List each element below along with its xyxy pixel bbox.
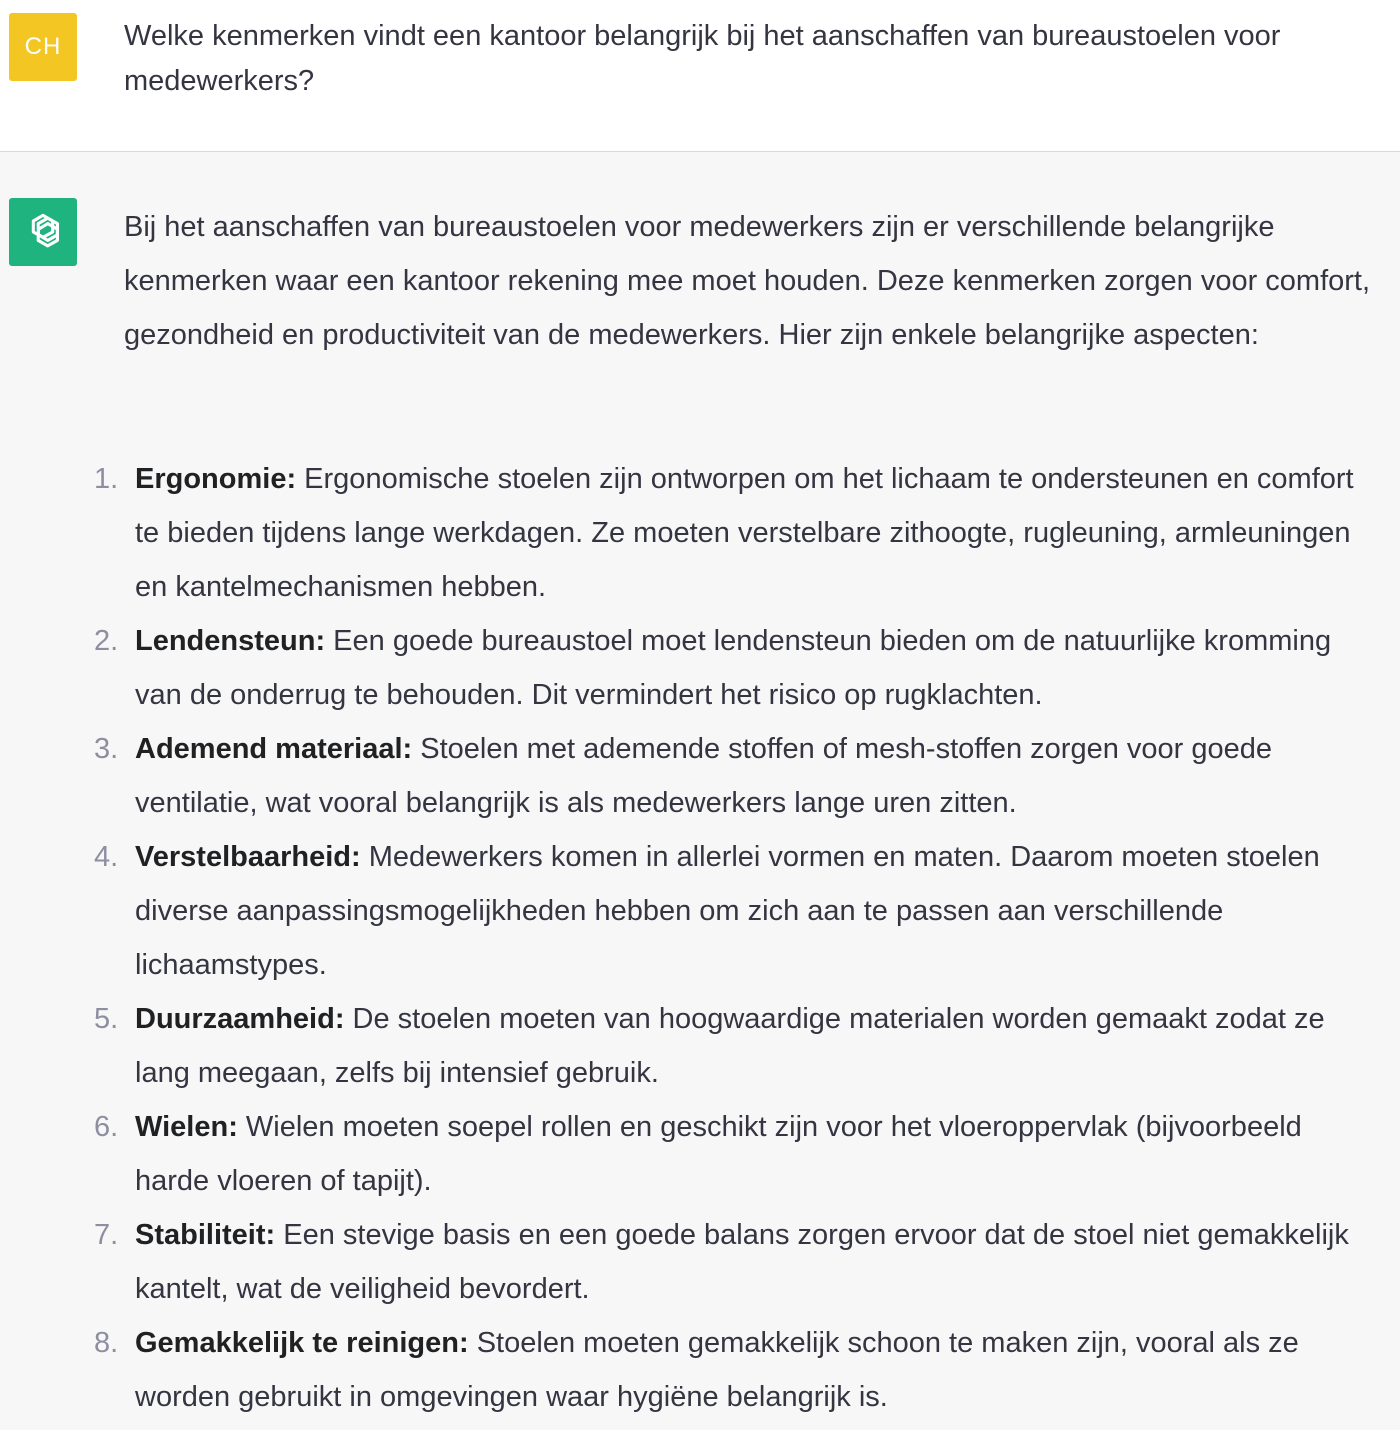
list-item-text: Stoelen moeten gemakkelijk schoon te maken zijn, vooral als ze worden gebruikt in omgevingen waar hygiëne belangrijk is. xyxy=(135,1327,1299,1413)
user-message-row xyxy=(0,0,1400,152)
answer-list-item xyxy=(0,830,1400,992)
list-item-number: 8. xyxy=(94,1327,119,1359)
list-item-title: Lendensteun: xyxy=(135,625,326,657)
assistant-message-row xyxy=(0,152,1400,1430)
list-item-number: 7. xyxy=(94,1219,119,1251)
list-item-title: Stabiliteit: xyxy=(135,1219,276,1251)
answer-list-item xyxy=(0,1208,1400,1316)
list-item-text: Medewerkers komen in allerlei vormen en maten. Daarom moeten stoelen diverse aanpassingsmogelijkheden hebben om zich aan te passen aan verschillende lichaamstypes. xyxy=(135,841,1320,981)
assistant-avatar xyxy=(9,198,77,266)
list-item-text: Wielen moeten soepel rollen en geschikt zijn voor het vloeroppervlak (bijvoorbeeld harde vloeren of tapijt). xyxy=(135,1111,1302,1197)
list-item-title: Duurzaamheid: xyxy=(135,1003,345,1035)
answer-list-item xyxy=(0,992,1400,1100)
list-item-text: Stoelen met ademende stoffen of mesh-stoffen zorgen voor goede ventilatie, wat vooral belangrijk is als medewerkers lange uren zitten. xyxy=(135,733,1273,819)
answer-list-item xyxy=(0,452,1400,614)
answer-list-item xyxy=(0,722,1400,830)
openai-logo-icon xyxy=(21,210,65,254)
list-item-title: Wielen: xyxy=(135,1111,238,1143)
list-item-number: 5. xyxy=(94,1003,119,1035)
list-item-number: 2. xyxy=(94,625,119,657)
answer-list-item xyxy=(0,1100,1400,1208)
assistant-intro-text: Bij het aanschaffen van bureaustoelen voor medewerkers zijn er verschillende belangrijke kenmerken waar een kantoor rekening mee moet houden. Deze kenmerken zorgen voor comfort, gezondheid en productiviteit van de medewerkers. Hier zijn enkele belangrijke aspecten: xyxy=(124,211,1371,351)
list-item-title: Ademend materiaal: xyxy=(135,733,413,765)
list-item-text: Een stevige basis en een goede balans zorgen ervoor dat de stoel niet gemakkelijk kantelt, wat de veiligheid bevordert. xyxy=(135,1219,1349,1305)
user-message-text: Welke kenmerken vindt een kantoor belangrijk bij het aanschaffen van bureaustoelen voor medewerkers? xyxy=(124,20,1281,97)
list-item-number: 1. xyxy=(94,463,119,495)
user-avatar: CH xyxy=(9,13,77,81)
list-item-number: 3. xyxy=(94,733,119,765)
list-item-text: Ergonomische stoelen zijn ontworpen om het lichaam te ondersteunen en comfort te bieden tijdens lange werkdagen. Ze moeten verstelbare zithoogte, rugleuning, armleuningen en kantelmechanismen hebben. xyxy=(135,463,1354,603)
list-item-text: Een goede bureaustoel moet lendensteun bieden om de natuurlijke kromming van de onderrug te behouden. Dit vermindert het risico op rugklachten. xyxy=(135,625,1332,711)
list-item-number: 4. xyxy=(94,841,119,873)
answer-list-item xyxy=(0,1316,1400,1424)
answer-list-item xyxy=(0,614,1400,722)
answer-list xyxy=(0,452,1400,1424)
list-item-title: Gemakkelijk te reinigen: xyxy=(135,1327,469,1359)
list-item-title: Ergonomie: xyxy=(135,463,297,495)
list-item-text: De stoelen moeten van hoogwaardige materialen worden gemaakt zodat ze lang meegaan, zelfs bij intensief gebruik. xyxy=(135,1003,1325,1089)
list-item-title: Verstelbaarheid: xyxy=(135,841,361,873)
list-item-number: 6. xyxy=(94,1111,119,1143)
